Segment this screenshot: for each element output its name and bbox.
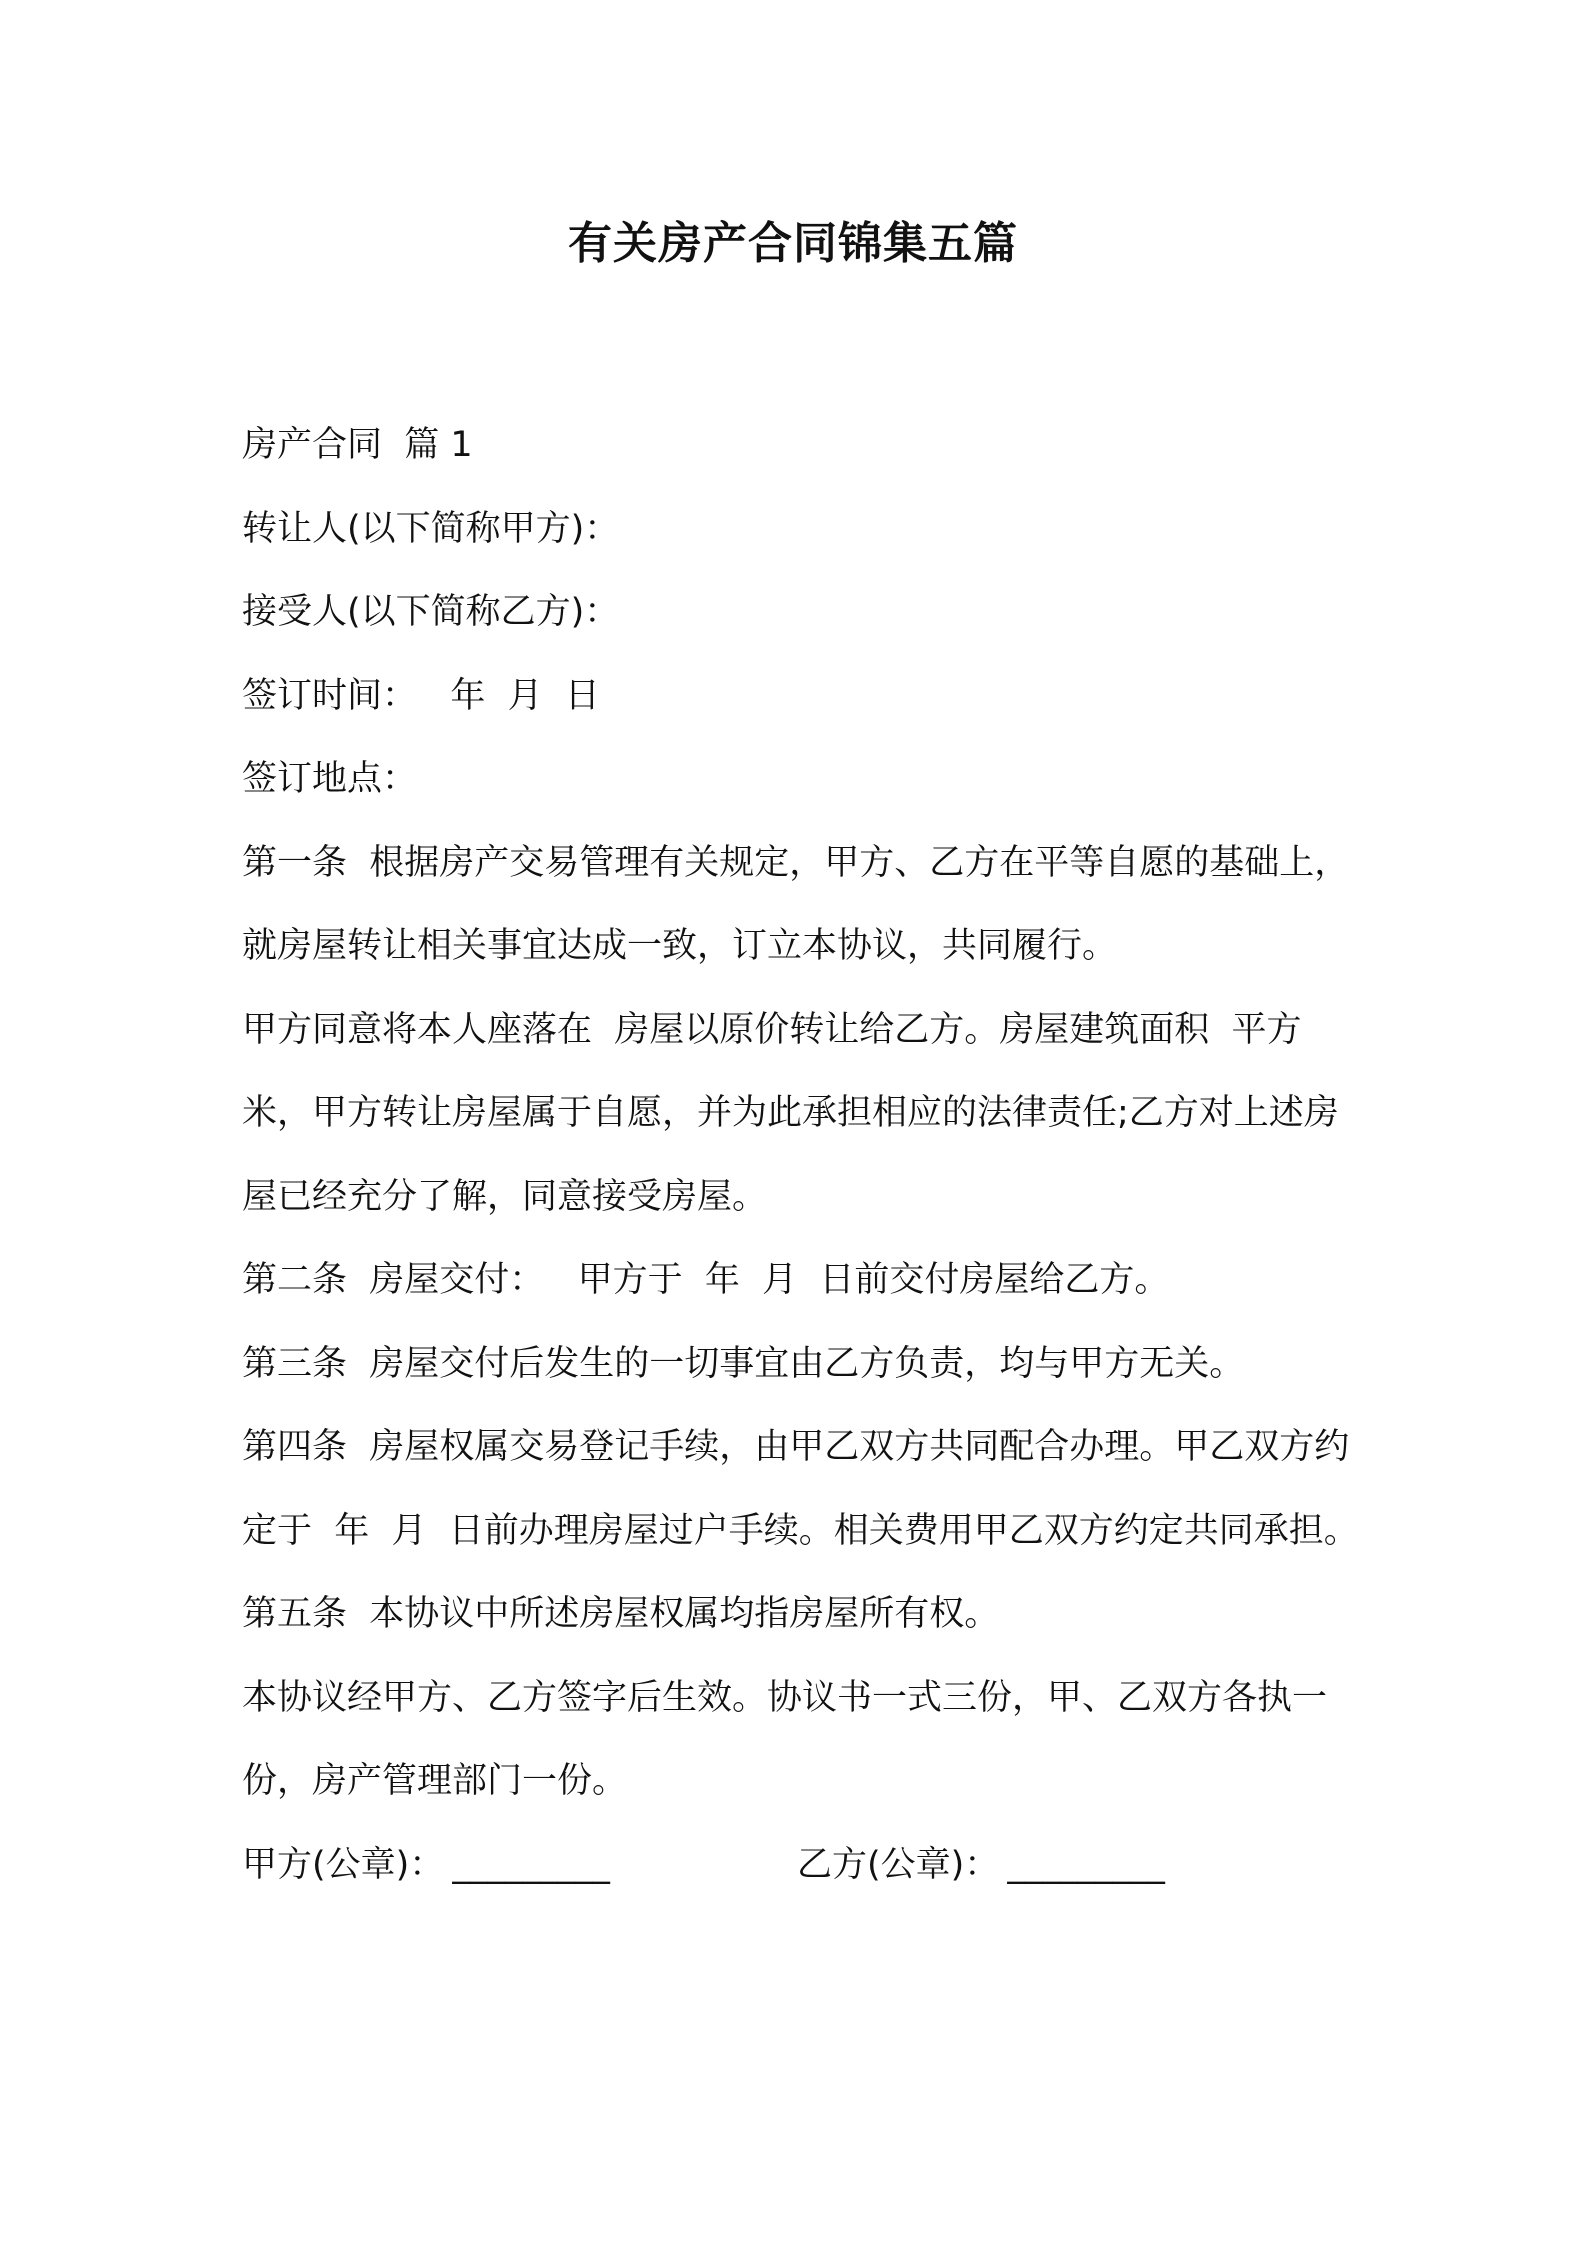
article-5: 第五条 本协议中所述房屋权属均指房屋所有权。 — [242, 1594, 1000, 1634]
article-1: 第一条 根据房产交易管理有关规定，甲方、乙方在平等自愿的基础上，就房屋转让相关事宜达成一致，订立本协议，共同履行。 — [242, 842, 1350, 966]
signing-place-line: 签订地点： — [242, 759, 418, 799]
party-a-blank: _________ — [452, 1844, 610, 1885]
document-body — [242, 404, 1362, 1907]
effectiveness-clause: 本协议经甲方、乙方签字后生效。协议书一式三份，甲、乙双方各执一份，房产管理部门一份。 — [242, 1677, 1328, 1801]
party-a-signature — [242, 1824, 610, 1908]
party-b-label: 乙方(公章)： — [797, 1844, 1000, 1885]
article-2: 第二条 房屋交付： 甲方于 年 月 日前交付房屋给乙方。 — [242, 1260, 1170, 1300]
party-b-signature — [797, 1824, 1165, 1908]
transferor-line: 转让人(以下简称甲方)： — [242, 508, 620, 549]
document-title: 有关房产合同锦集五篇 — [568, 218, 1018, 269]
article-3: 第三条 房屋交付后发生的一切事宜由乙方负责，均与甲方无关。 — [242, 1343, 1245, 1384]
party-a-label: 甲方(公章)： — [242, 1844, 445, 1885]
party-b-blank: _________ — [1007, 1844, 1165, 1885]
article-4: 第四条 房屋权属交易登记手续，由甲乙双方共同配合办理。甲乙双方约定于 年 月 日前办理房屋过户手续。相关费用甲乙双方约定共同承担。 — [242, 1427, 1359, 1551]
section-heading: 房产合同 篇 1 — [242, 425, 473, 465]
signing-date-line: 签订时间： 年 月 日 — [242, 675, 600, 716]
transferee-line: 接受人(以下简称乙方)： — [242, 592, 620, 632]
article-1-detail: 甲方同意将本人座落在 房屋以原价转让给乙方。房屋建筑面积 平方米，甲方转让房屋属于自愿，并为此承担相应的法律责任;乙方对上述房屋已经充分了解，同意接受房屋。 — [242, 1009, 1339, 1217]
signature-row — [242, 1824, 1362, 1908]
